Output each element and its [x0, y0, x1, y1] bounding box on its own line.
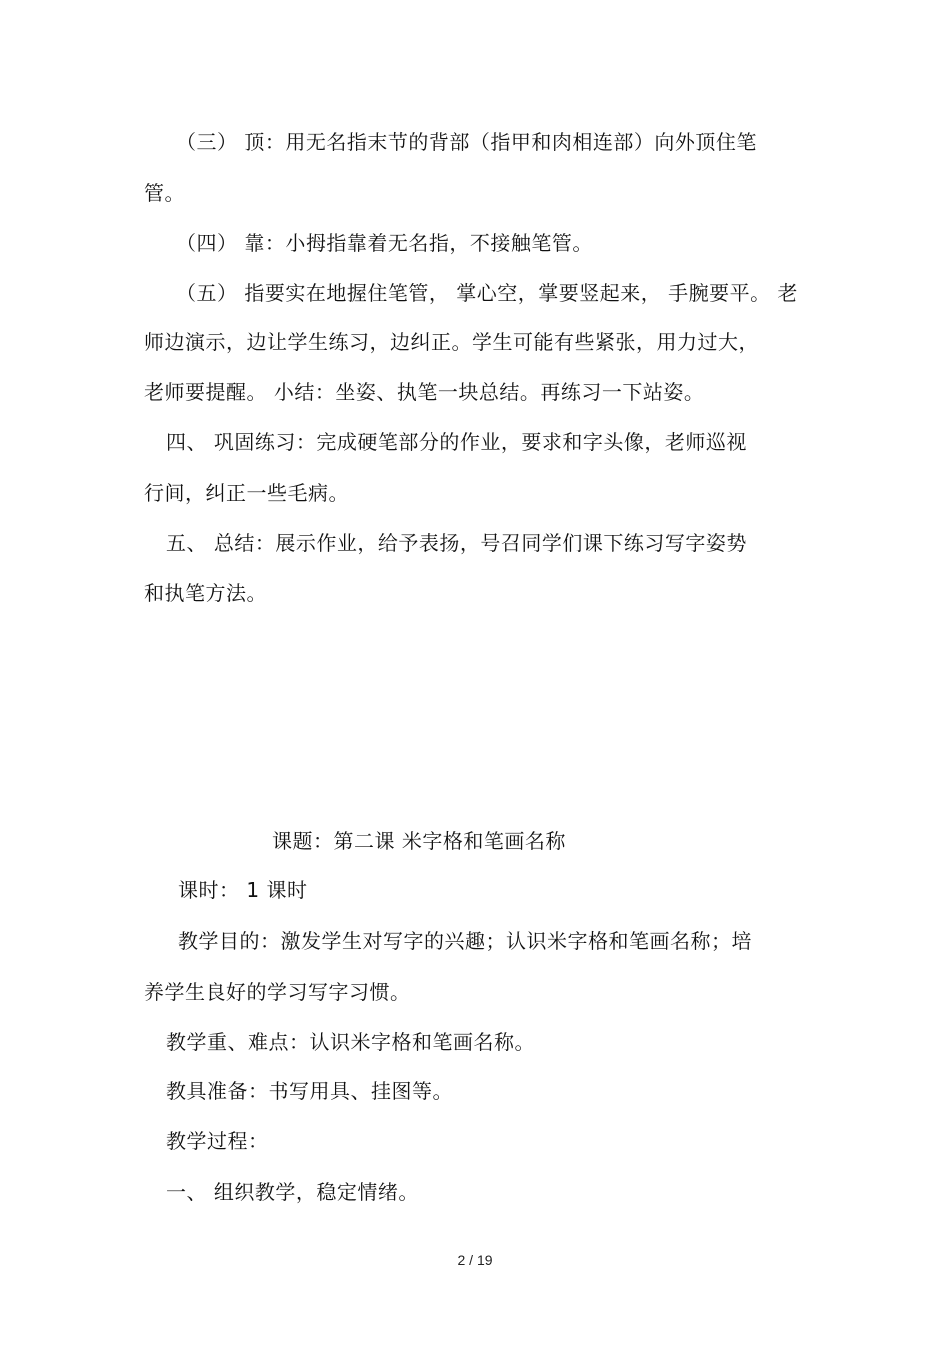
process-heading: 教学过程：	[166, 1129, 269, 1153]
lesson-title: 课题：第二课 米字格和笔画名称	[272, 829, 566, 853]
item4-line: （四） 靠：小拇指靠着无名指，不接触笔管。	[176, 231, 593, 255]
item3-line1: （三） 顶：用无名指末节的背部（指甲和肉相连部）向外顶住笔	[176, 130, 757, 154]
item5-line1: （五） 指要实在地握住笔管， 掌心空，掌要竖起来， 手腕要平。 老	[176, 281, 798, 305]
step1: 一、 组织教学，稳定情绪。	[166, 1180, 419, 1204]
objective-line2: 养学生良好的学习写字习惯。	[144, 980, 411, 1004]
section4-line1: 四、 巩固练习：完成硬笔部分的作业，要求和字头像，老师巡视	[166, 430, 747, 454]
materials: 教具准备：书写用具、挂图等。	[166, 1079, 453, 1103]
section5-line2: 和执笔方法。	[144, 581, 267, 605]
item5-line3: 老师要提醒。 小结：坐姿、执笔一块总结。再练习一下站姿。	[144, 380, 705, 404]
objective-line1: 教学目的：激发学生对写字的兴趣；认识米字格和笔画名称；培	[178, 929, 752, 953]
section5-line1: 五、 总结：展示作业，给予表扬，号召同学们课下练习写字姿势	[166, 531, 747, 555]
item3-line2: 管。	[144, 181, 185, 205]
key-points: 教学重、难点：认识米字格和笔画名称。	[166, 1030, 535, 1054]
item5-line2: 师边演示，边让学生练习，边纠正。学生可能有些紧张，用力过大，	[144, 330, 759, 354]
page-number: 2 / 19	[457, 1252, 493, 1268]
section4-line2: 行间，纠正一些毛病。	[144, 481, 349, 505]
lesson-duration: 课时： 1 课时	[178, 878, 308, 902]
